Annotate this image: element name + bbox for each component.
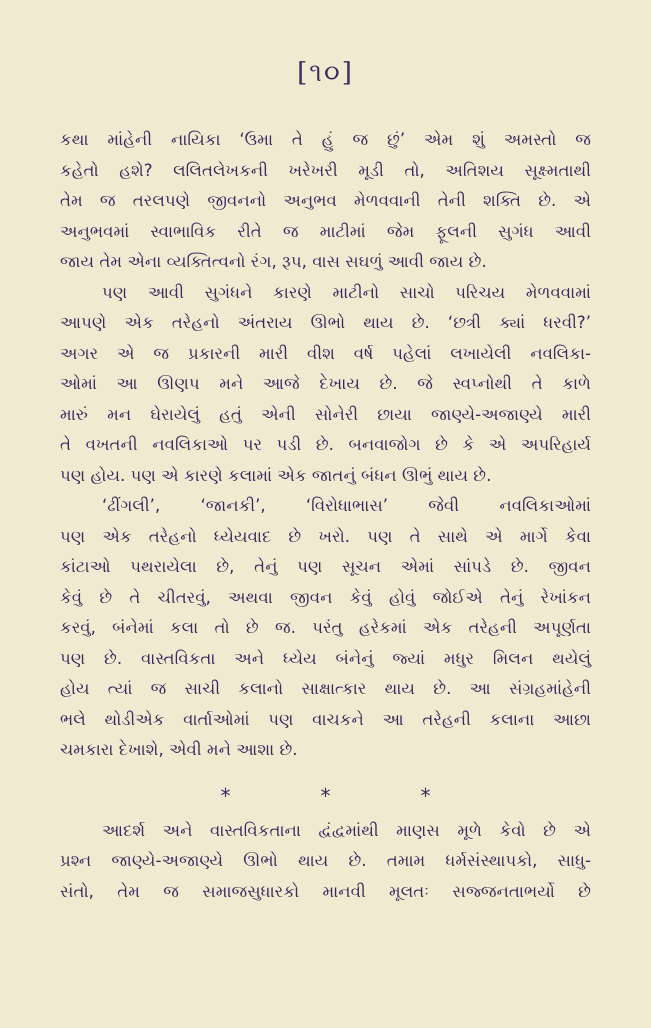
text-line: કથા માંહેની નાયિકા ‘ઉમા તે હું જ છું’ એમ શું અમસ્તો જ [60,130,591,149]
separator-asterisk: * [220,783,231,808]
text-line: અનુભવમાં સ્વાભાવિક રીતે જ માટીમાં જેમ ફૂલની સુગંધ આવી [60,221,591,241]
text-line: કાંટાઓ પથરાયેલા છે, તેનું પણ સૂચન એમાં સાંપડે છે. જીવન [60,557,591,576]
text-line: પ્રશ્ન જાણ્યે-અજાણ્યે ઊભો થાય છે. તમામ ધર્મસંસ્થાપકો, સાધુ- [60,851,591,870]
text-line: ઓમાં આ ઊણપ મને આજે દેખાય છે. જે સ્વપ્નોથી તે કાળે [60,374,591,393]
text-line: આપણે એક તરેહનો અંતરાય ઊભો થાય છે. ‘છત્રી ક્યાં ધરવી?’ [60,313,591,332]
text-line: અગર એ જ પ્રકારની મારી વીશ વર્ષ પહેલાં લખાયેલી નવલિકા- [60,343,591,363]
text-line: પણ એક તરેહનો ધ્યેયવાદ છે ખરો. પણ તે સાથે એ માર્ગે કેવા [60,526,591,546]
text-line: કેવું છે તે ચીતરવું, અથવા જીવન કેવું હોવું જોઈએ તેનું રેખાંકન [60,587,591,607]
paragraph [60,278,591,492]
text-line: ચમકારા દેખાશે, એવી મને આશા છે. [60,740,298,759]
text-line: પણ હોય. પણ એ કારણે કલામાં એક જાતનું બંધન ઊભું થાય છે. [60,465,492,485]
page-number: [૧૦] [297,58,354,88]
text-line: તેમ જ તરલપણે જીવનનો અનુભવ મેળવવાની તેની શક્તિ છે. એ [60,191,591,210]
section-separator [60,784,591,808]
text-line: પણ આવી સુગંધને કારણે માટીનો સાચો પરિચય મેળવવામાં [102,282,591,302]
text-line: ભલે થોડીએક વાર્તાઓમાં પણ વાચકને આ તરેહની કલાના આછા [60,709,591,729]
text-line: ‘ઢીંગલી’, ‘જાનકી’, ‘વિરોધાભાસ’ જેવી નવલિકાઓમાં [102,496,591,515]
text-line: જાય તેમ એના વ્યક્તિત્વનો રંગ, રૂપ, વાસ સઘળું આવી જાય છે. [60,252,487,271]
paragraph [60,491,591,766]
separator-asterisk: * [320,783,331,808]
text-line: કહેતો હશે? લલિતલેખકની ખરેખરી મૂડી તો, અતિશય સૂક્ષ્મતાથી [60,160,591,180]
paragraph [60,125,591,278]
separator-asterisk: * [420,783,431,808]
text-line: તે વખતની નવલિકાઓ પર પડી છે. બનવાજોગ છે કે એ અપરિહાર્ય [60,435,591,454]
text-line: પણ છે. વાસ્તવિકતા અને ધ્યેય બંનેનું જ્યાં મધુર મિલન થયેલું [60,648,591,668]
paragraph [60,816,591,908]
text-line: આદર્શ અને વાસ્તવિકતાના દ્વંદ્વમાંથી માણસ મૂળે કેવો છે એ [102,820,591,840]
text-line: કરવું, બંનેમાં કલા તો છે જ. પરંતુ હરેકમાં એક તરેહની અપૂર્ણતા [60,618,591,637]
text-line: સંતો, તેમ જ સમાજસુધારકો માનવી મૂલતઃ સજ્જનતાભર્યો છે [60,881,591,901]
text-line: મારું મન ઘેરાયેલું હતું એની સોનેરી છાયા જાણ્યે-અજાણ્યે મારી [60,404,591,424]
text-line: હોય ત્યાં જ સાચી કલાનો સાક્ષાત્કાર થાય છે. આ સંગ્રહમાંહેની [60,679,591,698]
text-body [60,125,591,907]
